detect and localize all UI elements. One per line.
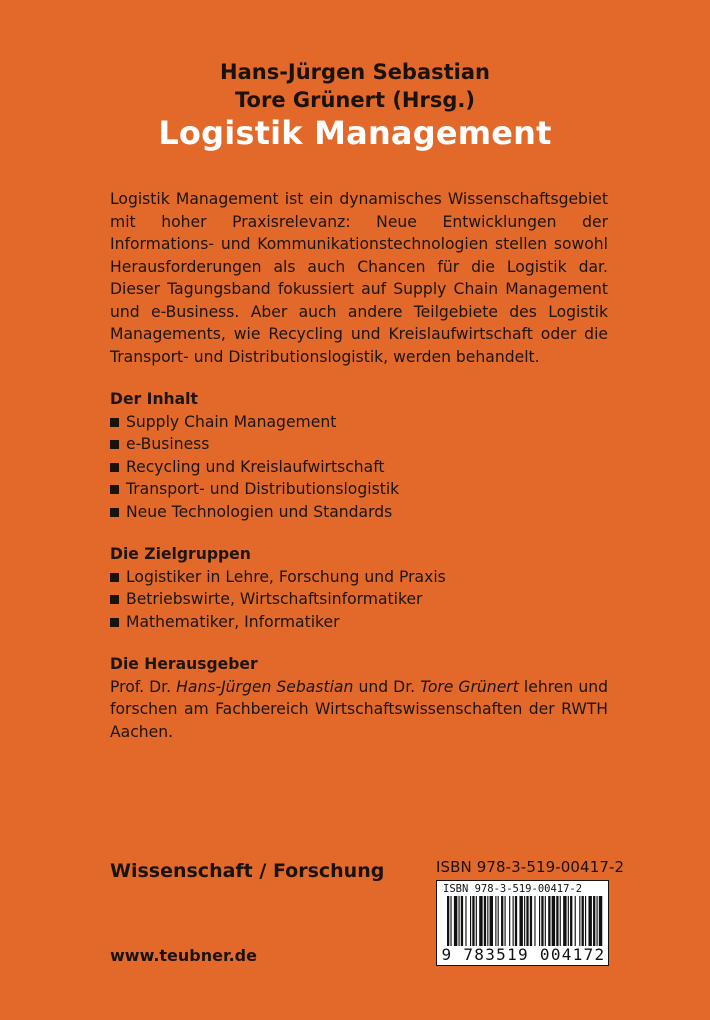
barcode-bar: [495, 896, 496, 946]
barcode-isbn: ISBN 978-3-519-00417-2: [443, 883, 583, 895]
list-item: Transport- und Distributionslogistik: [110, 478, 608, 501]
zielgruppen-heading: Die Zielgruppen: [110, 545, 251, 563]
barcode-bar: [568, 896, 569, 946]
barcode-bar: [582, 896, 584, 946]
barcode-bar: [459, 896, 460, 946]
barcode-digits: 9 783519 004172: [441, 945, 606, 964]
barcode-bar: [509, 896, 510, 946]
editors-paragraph: [110, 676, 608, 744]
barcode-bar: [548, 896, 550, 946]
intro-paragraph: Logistik Management ist ein dynamisches Wissenschaftsgebiet mit hoher Praxisrelevanz: Neue Entwicklungen der Informations- und Kommunikationstechnologien stellen sowohl Herausforderungen als auch Chancen für die Logistik dar. Dieser Tagungsband fokussiert auf Supply Chain Management und e-Business. Aber auch andere Teilgebiete des Logistik Managements, wie Recycling und Kreislaufwirtschaft oder die Transport- und Distributionslogistik, werden behandelt.: [110, 190, 608, 366]
barcode-box: [436, 880, 609, 966]
barcode-bar: [593, 896, 595, 946]
barcode-bar: [524, 896, 525, 946]
barcode-bar: [526, 896, 528, 946]
editor-name-1: Hans-Jürgen Sebastian: [176, 677, 354, 696]
list-item: Betriebswirte, Wirtschaftsinformatiker: [110, 588, 608, 611]
barcode-bar: [450, 896, 451, 946]
barcode-bar: [484, 896, 486, 946]
book-title: Logistik Management: [158, 114, 552, 152]
list-item: Mathematiker, Informatiker: [110, 611, 608, 634]
barcode-bar: [585, 896, 586, 946]
barcode-bar: [461, 896, 463, 946]
barcode-bar: [470, 896, 471, 946]
barcode-bar: [447, 896, 449, 946]
author-2: Tore Grünert (Hrsg.): [235, 88, 475, 112]
content-block: [110, 188, 608, 743]
barcode-bar: [490, 896, 493, 946]
barcode-bar: [513, 896, 514, 946]
barcode-bar: [505, 896, 506, 946]
barcode-bar: [563, 896, 566, 946]
list-item: Supply Chain Management: [110, 411, 608, 434]
barcode-bar: [454, 896, 457, 946]
barcode-bar: [472, 896, 474, 946]
list-item: Logistiker in Lehre, Forschung und Praxis: [110, 566, 608, 589]
barcode-bar: [498, 896, 499, 946]
list-item: e-Business: [110, 433, 608, 456]
barcode-bar: [588, 896, 591, 946]
barcode-bar: [545, 896, 546, 946]
barcode-bar: [476, 896, 477, 946]
zielgruppen-list: [110, 566, 608, 634]
barcode-bar: [597, 896, 598, 946]
barcode-bar: [501, 896, 503, 946]
inhalt-heading: Der Inhalt: [110, 390, 198, 408]
inhalt-list: [110, 411, 608, 524]
authors-block: [0, 58, 710, 114]
barcode-bar: [515, 896, 517, 946]
author-1: Hans-Jürgen Sebastian: [220, 60, 490, 84]
herausgeber-heading: Die Herausgeber: [110, 655, 258, 673]
barcode-bar: [465, 896, 466, 946]
barcode-bar: [487, 896, 488, 946]
publisher-url: www.teubner.de: [110, 946, 257, 965]
barcode-bar: [552, 896, 555, 946]
barcode-bar: [575, 896, 576, 946]
editors-mid: und Dr.: [358, 677, 416, 696]
barcode-bar: [534, 896, 535, 946]
barcode-bar: [479, 896, 482, 946]
list-item: Neue Technologien und Standards: [110, 501, 608, 524]
isbn-label: ISBN 978-3-519-00417-2: [436, 858, 625, 876]
barcode-bar: [560, 896, 561, 946]
barcode-bar: [519, 896, 522, 946]
barcode-bar: [541, 896, 543, 946]
barcode-bar: [579, 896, 580, 946]
barcode-bar: [599, 896, 602, 946]
editors-suffix: lehren und forschen am Fachbereich Wirtschaftswissenschaften der RWTH Aachen.: [110, 677, 608, 741]
editors-prefix: Prof. Dr.: [110, 677, 172, 696]
series-label: Wissenschaft / Forschung: [110, 860, 385, 882]
list-item: Recycling und Kreislaufwirtschaft: [110, 456, 608, 479]
barcode-bar: [539, 896, 540, 946]
barcode-bar: [570, 896, 572, 946]
barcode-bar: [556, 896, 558, 946]
editor-name-2: Tore Grünert: [420, 677, 519, 696]
barcode-bar: [530, 896, 532, 946]
